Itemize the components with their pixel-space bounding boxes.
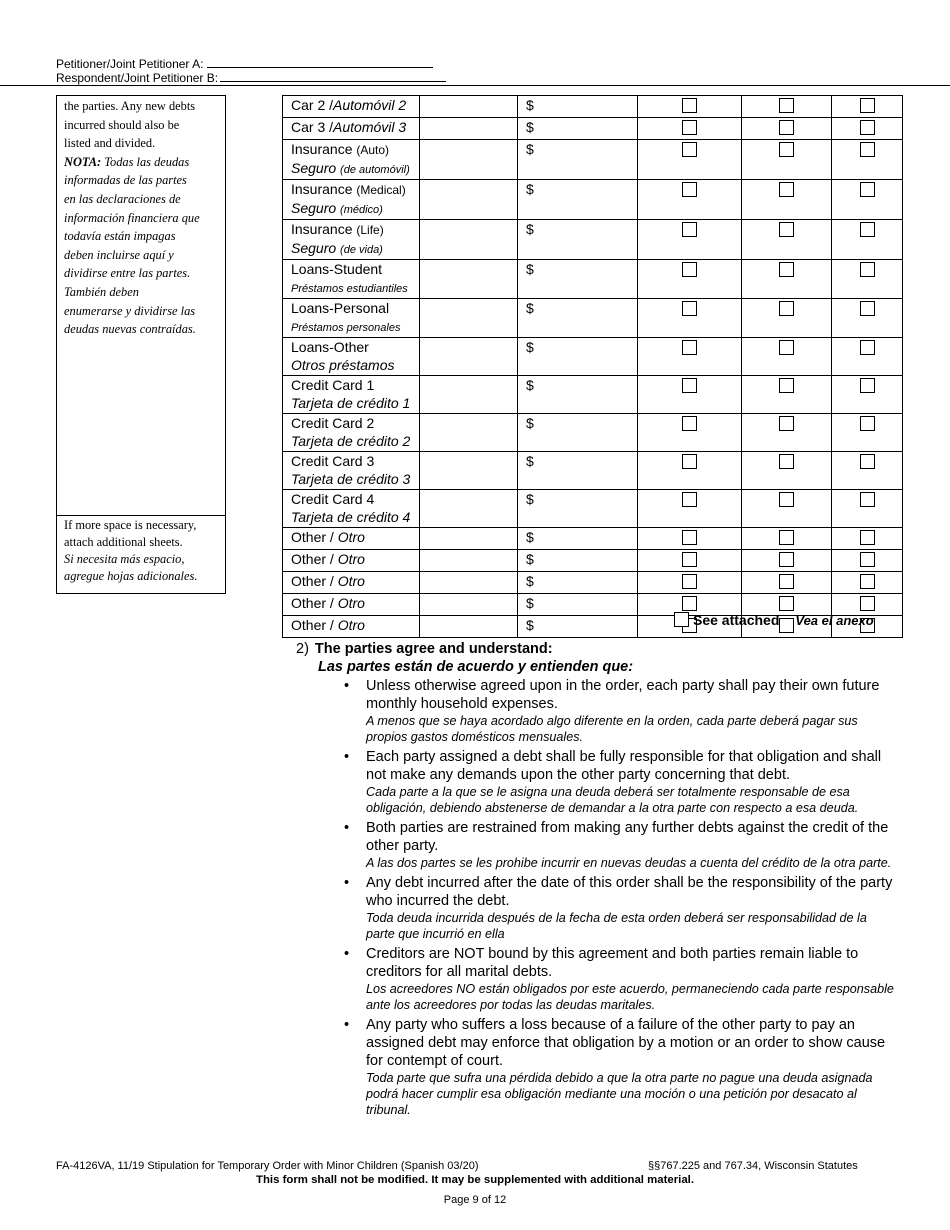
allocation-checkbox[interactable] (860, 530, 875, 545)
allocation-cell (832, 180, 903, 220)
debt-label-line (291, 394, 419, 412)
allocation-checkbox[interactable] (682, 120, 697, 135)
creditor-cell[interactable] (420, 572, 518, 594)
form-id: FA-4126VA, 11/19 Stipulation for Temporary Order with Minor Children (Spanish 03/20) (56, 1160, 479, 1172)
currency-sign: $ (526, 453, 534, 469)
allocation-checkbox[interactable] (779, 222, 794, 237)
debt-label-es: Tarjeta de crédito 1 (291, 395, 411, 411)
debt-label-line (291, 470, 419, 488)
allocation-checkbox[interactable] (860, 340, 875, 355)
allocation-checkbox[interactable] (779, 416, 794, 431)
allocation-cell (742, 528, 832, 550)
table-row (283, 452, 903, 490)
amount-cell[interactable] (518, 260, 638, 299)
more-space-en-line: If more space is necessary, (64, 518, 197, 532)
more-space-es-line: agregue hojas adicionales. (64, 569, 198, 583)
currency-sign: $ (526, 415, 534, 431)
allocation-checkbox[interactable] (682, 492, 697, 507)
creditor-cell[interactable] (420, 299, 518, 338)
respondent-field (56, 70, 446, 85)
currency-sign: $ (526, 221, 534, 237)
allocation-cell (742, 299, 832, 338)
allocation-checkbox[interactable] (779, 340, 794, 355)
allocation-cell (638, 414, 742, 452)
term-item (344, 945, 894, 1013)
allocation-cell (638, 140, 742, 180)
creditor-cell[interactable] (420, 376, 518, 414)
amount-cell[interactable] (518, 140, 638, 180)
debt-label (283, 140, 420, 180)
debt-label (283, 414, 420, 452)
debts-table (282, 95, 903, 638)
currency-sign: $ (526, 491, 534, 507)
allocation-checkbox[interactable] (682, 340, 697, 355)
term-en: • Creditors are NOT bound by this agreement and both parties remain liable to creditors for all marital debts. (366, 946, 859, 980)
allocation-checkbox[interactable] (779, 301, 794, 316)
allocation-checkbox[interactable] (860, 262, 875, 277)
petitioner-label: Petitioner/Joint Petitioner A: (56, 57, 204, 71)
see-attached-label-es: Vea el anexo (795, 613, 874, 628)
allocation-checkbox[interactable] (682, 574, 697, 589)
allocation-cell (832, 118, 903, 140)
creditor-cell[interactable] (420, 220, 518, 260)
table-row (283, 338, 903, 376)
allocation-checkbox[interactable] (682, 530, 697, 545)
instruction-es-line: deben incluirse aquí y (64, 247, 174, 262)
debt-label-en: Insurance (291, 181, 353, 197)
allocation-cell (742, 452, 832, 490)
amount-cell[interactable] (518, 118, 638, 140)
amount-cell[interactable] (518, 414, 638, 452)
respondent-label: Respondent/Joint Petitioner B: (56, 71, 219, 85)
table-row (283, 140, 903, 180)
creditor-cell[interactable] (420, 414, 518, 452)
table-row (283, 572, 903, 594)
allocation-checkbox[interactable] (682, 142, 697, 157)
allocation-cell (832, 550, 903, 572)
debt-label-line (291, 278, 419, 298)
amount-cell[interactable] (518, 528, 638, 550)
amount-cell[interactable] (518, 220, 638, 260)
instruction-es-line: todavía están impagas (64, 229, 176, 244)
allocation-checkbox[interactable] (682, 552, 697, 567)
amount-cell[interactable] (518, 550, 638, 572)
debt-label-en-detail: (Auto) (356, 143, 390, 157)
debt-label-es: Préstamos estudiantiles (291, 283, 408, 295)
respondent-line[interactable] (220, 70, 446, 82)
debt-label-en: Credit Card 3 (291, 453, 375, 469)
debt-label (283, 338, 420, 376)
see-attached-checkbox[interactable] (674, 612, 689, 627)
debt-label (283, 96, 420, 118)
currency-sign: $ (526, 339, 534, 355)
allocation-checkbox[interactable] (860, 416, 875, 431)
amount-cell[interactable] (518, 452, 638, 490)
debt-label-line (291, 490, 419, 508)
instruction-box (56, 95, 226, 516)
section-number: 2) (296, 641, 309, 657)
currency-sign: $ (526, 617, 534, 633)
debt-label-line (291, 239, 419, 259)
allocation-checkbox[interactable] (860, 378, 875, 393)
debt-label-line (291, 159, 419, 179)
term-es: Los acreedores NO están obligados por este acuerdo, permaneciendo cada parte responsable ante los acreedores por todas las deudas maritales. (366, 982, 894, 1012)
debt-label-es-detail: (médico) (340, 204, 383, 216)
table-row (283, 299, 903, 338)
term-es: Toda deuda incurrida después de la fecha de esta orden deberá ser responsabilidad de la parte que incurrió en ella (366, 911, 867, 941)
allocation-checkbox[interactable] (779, 378, 794, 393)
term-en: • Both parties are restrained from making any further debts against the credit of the other party. (366, 820, 889, 854)
debt-label-es: Seguro (291, 160, 337, 176)
allocation-checkbox[interactable] (682, 222, 697, 237)
creditor-cell[interactable] (420, 338, 518, 376)
debt-label (283, 452, 420, 490)
allocation-checkbox[interactable] (860, 182, 875, 197)
instruction-es-line: También deben (64, 284, 139, 299)
allocation-cell (742, 118, 832, 140)
allocation-checkbox[interactable] (860, 142, 875, 157)
term-item (344, 874, 894, 942)
debt-label-en: Other / (291, 595, 334, 611)
currency-sign: $ (526, 529, 534, 545)
debt-label-line (291, 414, 419, 432)
allocation-checkbox[interactable] (860, 552, 875, 567)
allocation-cell (742, 220, 832, 260)
petitioner-field (56, 56, 433, 71)
creditor-cell[interactable] (420, 616, 518, 638)
allocation-cell (742, 338, 832, 376)
creditor-cell[interactable] (420, 550, 518, 572)
instruction-es-line: información financiera que (64, 210, 200, 225)
allocation-checkbox[interactable] (779, 492, 794, 507)
allocation-cell (638, 96, 742, 118)
terms-list (344, 677, 894, 1121)
debt-label-en: Car 2 / (291, 97, 334, 113)
allocation-checkbox[interactable] (779, 120, 794, 135)
footer-notice: This form shall not be modified. It may be supplemented with additional material. (256, 1174, 694, 1186)
allocation-checkbox[interactable] (682, 182, 697, 197)
debt-label-es: Otro (337, 551, 365, 567)
instruction-en-line: listed and divided. (64, 136, 156, 151)
allocation-cell (638, 260, 742, 299)
allocation-checkbox[interactable] (682, 596, 697, 611)
allocation-checkbox[interactable] (779, 552, 794, 567)
more-space-es-line: Si necesita más espacio, (64, 552, 185, 566)
table-row (283, 528, 903, 550)
instruction-en-line: incurred should also be (64, 117, 180, 132)
header-rule (0, 85, 950, 86)
creditor-cell[interactable] (420, 140, 518, 180)
table-row (283, 180, 903, 220)
section-heading-en: The parties agree and understand: (314, 641, 553, 657)
debt-label (283, 550, 420, 572)
debt-label-en-detail: (Medical) (356, 183, 406, 197)
instruction-es-line: Todas las deudas (104, 154, 190, 169)
allocation-cell (638, 528, 742, 550)
debt-label-en: Loans-Other (291, 339, 369, 355)
amount-cell[interactable] (518, 594, 638, 616)
allocation-checkbox[interactable] (860, 98, 875, 113)
term-item (344, 748, 894, 816)
allocation-cell (832, 452, 903, 490)
section-heading-es: Las partes están de acuerdo y entienden que: (318, 659, 634, 675)
table-row (283, 220, 903, 260)
allocation-checkbox[interactable] (682, 98, 697, 113)
table-row (283, 376, 903, 414)
amount-cell[interactable] (518, 490, 638, 528)
debt-label-en: Credit Card 2 (291, 415, 375, 431)
allocation-cell (832, 96, 903, 118)
debt-label-line (291, 317, 419, 337)
debt-label-es: Automóvil 2 (333, 97, 407, 113)
see-attached-label: See attached (693, 612, 780, 628)
creditor-cell[interactable] (420, 490, 518, 528)
debt-label (283, 528, 420, 550)
term-item (344, 819, 894, 871)
debt-label-en: Credit Card 1 (291, 377, 375, 393)
allocation-cell (742, 490, 832, 528)
allocation-cell (638, 452, 742, 490)
allocation-cell (742, 140, 832, 180)
instruction-en-line: the parties. Any new debts (64, 99, 196, 113)
table-row (283, 96, 903, 118)
allocation-cell (832, 490, 903, 528)
debt-label-es-detail: (de automóvil) (340, 164, 410, 176)
table-row (283, 550, 903, 572)
creditor-cell[interactable] (420, 528, 518, 550)
debt-label-line (291, 508, 419, 526)
debt-label-es-detail: (de vida) (340, 244, 383, 256)
debt-label (283, 616, 420, 638)
debt-label-line (291, 452, 419, 470)
currency-sign: $ (526, 551, 534, 567)
debt-label-line (291, 376, 419, 394)
debt-label-es: Préstamos personales (291, 322, 401, 334)
nota-label: NOTA: (64, 154, 102, 169)
creditor-cell[interactable] (420, 594, 518, 616)
debt-label-en: Other / (291, 617, 334, 633)
allocation-cell (742, 550, 832, 572)
allocation-cell (832, 338, 903, 376)
allocation-cell (832, 140, 903, 180)
debt-label-es: Tarjeta de crédito 4 (291, 509, 411, 525)
debt-label-line (291, 356, 419, 374)
allocation-checkbox[interactable] (779, 262, 794, 277)
debt-label-es: Otro (337, 573, 365, 589)
debt-label (283, 118, 420, 140)
debt-label-es: Automóvil 3 (333, 119, 407, 135)
currency-sign: $ (526, 377, 534, 393)
allocation-checkbox[interactable] (779, 530, 794, 545)
currency-sign: $ (526, 119, 534, 135)
table-row (283, 260, 903, 299)
debt-label (283, 490, 420, 528)
allocation-checkbox[interactable] (779, 596, 794, 611)
creditor-cell[interactable] (420, 96, 518, 118)
creditor-cell[interactable] (420, 180, 518, 220)
debt-label-es: Tarjeta de crédito 2 (291, 433, 411, 449)
allocation-checkbox[interactable] (779, 182, 794, 197)
currency-sign: $ (526, 141, 534, 157)
table-row (283, 414, 903, 452)
allocation-cell (638, 572, 742, 594)
instruction-es-line: deudas nuevas contraídas. (64, 322, 196, 337)
instruction-es (64, 153, 225, 339)
allocation-cell (742, 414, 832, 452)
allocation-checkbox[interactable] (682, 262, 697, 277)
debt-label-line (291, 180, 419, 199)
currency-sign: $ (526, 595, 534, 611)
allocation-cell (832, 220, 903, 260)
allocation-checkbox[interactable] (860, 596, 875, 611)
currency-sign: $ (526, 300, 534, 316)
amount-cell[interactable] (518, 180, 638, 220)
allocation-cell (832, 260, 903, 299)
allocation-cell (742, 260, 832, 299)
debt-label-line (291, 140, 419, 159)
debt-label-line (291, 338, 419, 356)
term-en: • Any debt incurred after the date of this order shall be the responsibility of the party who incurred the debt. (366, 875, 893, 909)
instruction-es-line: dividirse entre las partes. (64, 266, 191, 281)
instruction-en (64, 97, 225, 153)
term-en: • Unless otherwise agreed upon in the order, each party shall pay their own future monthly household expenses. (366, 678, 880, 712)
allocation-checkbox[interactable] (682, 416, 697, 431)
debt-label-es: Tarjeta de crédito 3 (291, 471, 411, 487)
term-es: Toda parte que sufra una pérdida debido a que la otra parte no pague una deuda asignada podrá hacer cumplir esa obligación mediante una moción o una petición por desacato al tribunal. (366, 1071, 873, 1117)
allocation-cell (832, 414, 903, 452)
page-number: Page 9 of 12 (443, 1194, 507, 1206)
debt-label (283, 180, 420, 220)
allocation-cell (638, 550, 742, 572)
term-es: A menos que se haya acordado algo diferente en la orden, cada parte deberá pagar sus propios gastos domésticos mensuales. (366, 714, 858, 744)
debt-label-en: Loans-Student (291, 261, 383, 277)
debt-label-es: Otros préstamos (291, 357, 395, 373)
amount-cell[interactable] (518, 96, 638, 118)
allocation-cell (638, 118, 742, 140)
allocation-cell (832, 376, 903, 414)
currency-sign: $ (526, 97, 534, 113)
debt-label-en: Insurance (291, 221, 353, 237)
amount-cell[interactable] (518, 616, 638, 638)
debt-label-en: Loans-Personal (291, 300, 390, 316)
debt-label-line (291, 432, 419, 450)
debt-label (283, 260, 420, 299)
amount-cell[interactable] (518, 376, 638, 414)
debt-label-es: Otro (337, 617, 365, 633)
debt-label-es: Seguro (291, 200, 337, 216)
debt-label-line (291, 220, 419, 239)
creditor-cell[interactable] (420, 452, 518, 490)
instruction-es-line: en las declaraciones de (64, 191, 181, 206)
debt-label-line (291, 299, 419, 317)
creditor-cell[interactable] (420, 118, 518, 140)
amount-cell[interactable] (518, 299, 638, 338)
allocation-checkbox[interactable] (779, 98, 794, 113)
debt-label-en: Insurance (291, 141, 353, 157)
term-en: • Each party assigned a debt shall be fully responsible for that obligation and shall not make any demands upon the other party concerning that debt. (366, 749, 882, 783)
allocation-cell (638, 220, 742, 260)
amount-cell[interactable] (518, 572, 638, 594)
debt-label (283, 594, 420, 616)
allocation-cell (638, 299, 742, 338)
debt-label (283, 220, 420, 260)
allocation-cell (832, 572, 903, 594)
see-attached (674, 612, 874, 628)
allocation-checkbox[interactable] (682, 378, 697, 393)
allocation-cell (638, 490, 742, 528)
debt-label-en: Credit Card 4 (291, 491, 375, 507)
instruction-es-line: informadas de las partes (64, 173, 187, 188)
table-row (283, 490, 903, 528)
debt-label-line (291, 260, 419, 278)
term-en: • Any party who suffers a loss because of a failure of the other party to pay an assigned debt may enforce that obligation by a motion or an order to show cause for contempt of court. (366, 1017, 886, 1069)
term-es: Cada parte a la que se le asigna una deuda deberá ser totalmente responsable de esa obligación, debiendo abstenerse de demandar a la otra parte con respecto a esa deuda. (366, 785, 859, 815)
debt-label (283, 572, 420, 594)
debt-label-es: Seguro (291, 240, 337, 256)
creditor-cell[interactable] (420, 260, 518, 299)
debt-label-es: Otro (337, 529, 365, 545)
allocation-checkbox[interactable] (860, 301, 875, 316)
allocation-cell (742, 376, 832, 414)
allocation-checkbox[interactable] (682, 301, 697, 316)
allocation-checkbox[interactable] (860, 222, 875, 237)
allocation-checkbox[interactable] (779, 454, 794, 469)
allocation-checkbox[interactable] (860, 574, 875, 589)
more-space-box (56, 515, 226, 594)
debt-label (283, 376, 420, 414)
allocation-cell (832, 528, 903, 550)
term-es: A las dos partes se les prohibe incurrir en nuevas deudas a cuenta del crédito de la otra parte. (366, 856, 892, 870)
table-row (283, 118, 903, 140)
allocation-checkbox[interactable] (779, 574, 794, 589)
debt-label-en-detail: (Life) (356, 223, 384, 237)
debt-label-en: Other / (291, 529, 334, 545)
allocation-cell (832, 299, 903, 338)
more-space-en-line: attach additional sheets. (64, 535, 183, 549)
allocation-cell (638, 338, 742, 376)
petitioner-line[interactable] (207, 56, 433, 68)
instruction-es-line: enumerarse y dividirse las (64, 303, 196, 318)
debt-label-en: Other / (291, 573, 334, 589)
allocation-cell (638, 376, 742, 414)
allocation-checkbox[interactable] (860, 492, 875, 507)
allocation-cell (638, 180, 742, 220)
section-2-heading (296, 640, 896, 658)
debt-label (283, 299, 420, 338)
allocation-checkbox[interactable] (682, 454, 697, 469)
debt-label-line (291, 199, 419, 219)
currency-sign: $ (526, 261, 534, 277)
statutes: §§767.225 and 767.34, Wisconsin Statutes (648, 1160, 858, 1172)
allocation-checkbox[interactable] (860, 454, 875, 469)
term-item (344, 677, 894, 745)
amount-cell[interactable] (518, 338, 638, 376)
term-item (344, 1016, 894, 1118)
currency-sign: $ (526, 573, 534, 589)
debt-label-en: Car 3 / (291, 119, 334, 135)
allocation-checkbox[interactable] (860, 120, 875, 135)
allocation-checkbox[interactable] (779, 142, 794, 157)
allocation-cell (742, 96, 832, 118)
debt-label-es: Otro (337, 595, 365, 611)
allocation-cell (742, 180, 832, 220)
currency-sign: $ (526, 181, 534, 197)
debt-label-en: Other / (291, 551, 334, 567)
allocation-cell (742, 572, 832, 594)
section-2 (296, 640, 896, 1117)
